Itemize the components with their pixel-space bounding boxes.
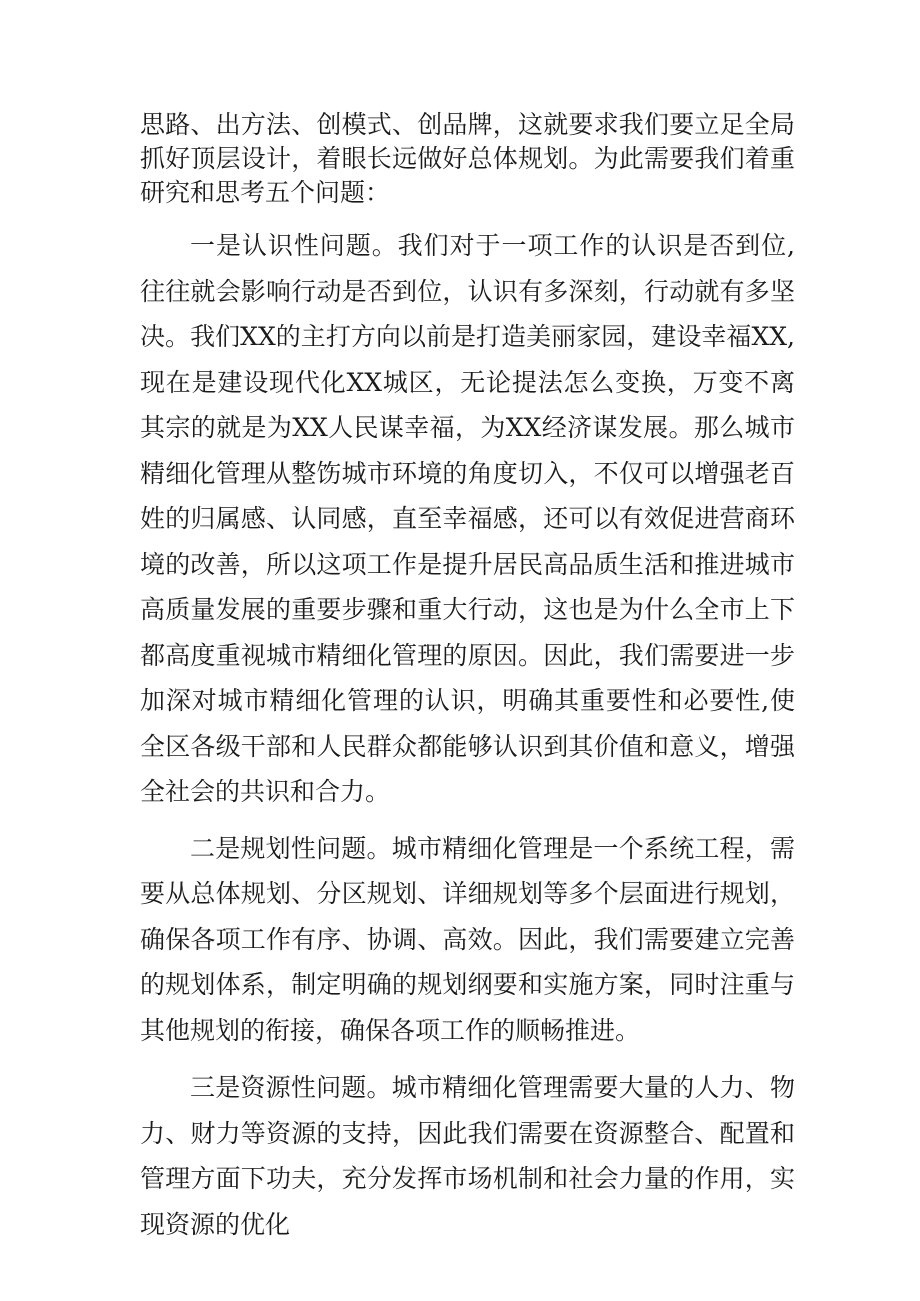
paragraph-planning: 二是规划性问题。城市精细化管理是一个系统工程，需要从总体规划、分区规划、详细规划等多个层面进行规划，确保各项工作有序、协调、高效。因此，我们需要建立完善的规划体系，制定明确的规划纲要和实施方案，同时注重与其他规划的衔接，确保各项工作的顺畅推进。 bbox=[140, 833, 795, 1045]
paragraph-intro: 思路、出方法、创模式、创品牌，这就要求我们要立足全局抓好顶层设计，着眼长远做好总体规划。为此需要我们着重研究和思考五个问题： bbox=[140, 110, 795, 207]
paragraph-cognition: 一是认识性问题。我们对于一项工作的认识是否到位,往往就会影响行动是否到位，认识有多深刻，行动就有多坚决。我们XX的主打方向以前是打造美丽家园，建设幸福XX,现在是建设现代化XX城区，无论提法怎么变换，万变不离其宗的就是为XX人民谋幸福，为XX经济谋发展。那么城市精细化管理从整饬城市环境的角度切入，不仅可以增强老百姓的归属感、认同感，直至幸福感，还可以有效促进营商环境的改善，所以这项工作是提升居民高品质生活和推进城市高质量发展的重要步骤和重大行动，这也是为什么全市上下都高度重视城市精细化管理的原因。因此，我们需要进一步加深对城市精细化管理的认识，明确其重要性和必要性,使全区各级干部和人民群众都能够认识到其价值和意义，增强全社会的共识和合力。 bbox=[140, 231, 795, 806]
document-body bbox=[140, 108, 795, 1247]
paragraph-resources: 三是资源性问题。城市精细化管理需要大量的人力、物力、财力等资源的支持，因此我们需要在资源整合、配置和管理方面下功夫，充分发挥市场机制和社会力量的作用，实现资源的优化 bbox=[140, 1073, 795, 1239]
